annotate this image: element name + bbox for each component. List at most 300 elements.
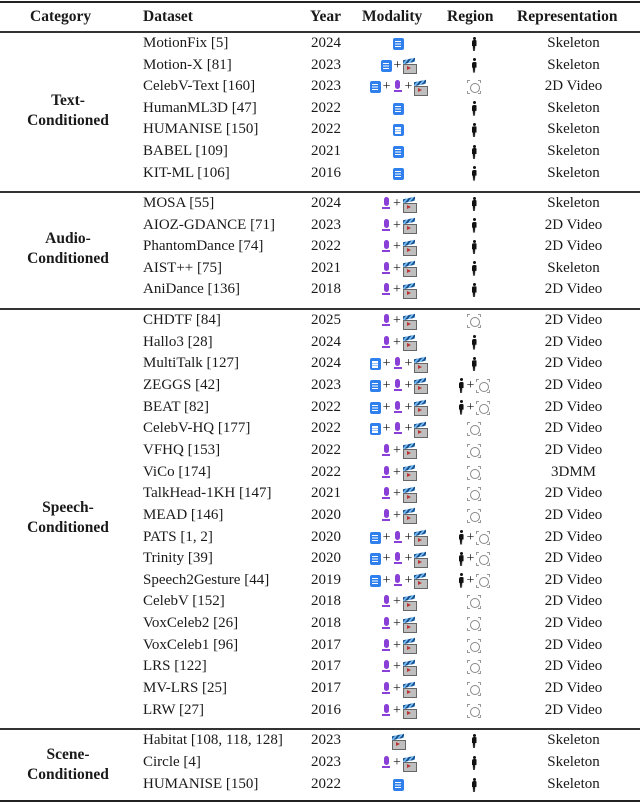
representation: 2D Video <box>544 376 603 393</box>
representation: Skeleton <box>547 164 600 181</box>
modality-icons <box>350 313 446 329</box>
microphone-icon <box>393 357 403 371</box>
play-triangle-icon <box>407 495 411 499</box>
region-icons <box>445 378 503 394</box>
modality-icons <box>350 196 446 212</box>
plus-sign: + <box>393 486 401 502</box>
year: 2022 <box>311 441 341 458</box>
representation: Skeleton <box>547 99 600 116</box>
dataset-name: MV-LRS [25] <box>143 680 228 697</box>
table-row <box>0 236 640 258</box>
region-icons <box>445 36 503 52</box>
clapperboard-icon <box>414 358 426 371</box>
clapperboard-icon <box>403 219 415 232</box>
representation: 2D Video <box>544 701 603 718</box>
text-document-icon <box>370 553 381 565</box>
region-icons <box>445 703 503 719</box>
representation: 2D Video <box>544 441 603 458</box>
face-scan-icon <box>467 704 481 718</box>
header-dataset: Dataset <box>143 8 193 25</box>
dataset-name: PhantomDance [74] <box>143 238 264 255</box>
table-row <box>0 76 640 98</box>
plus-sign: + <box>393 616 401 632</box>
plus-sign: + <box>393 507 401 523</box>
modality-icons <box>350 443 446 459</box>
plus-sign: + <box>404 79 413 95</box>
human-body-icon <box>458 573 465 588</box>
plus-sign: + <box>382 529 391 545</box>
modality-icons <box>350 36 446 52</box>
dataset-name: VoxCeleb1 [96] <box>143 636 239 653</box>
table-row <box>0 310 640 332</box>
plus-sign: + <box>404 399 413 415</box>
clapperboard-icon <box>403 241 415 254</box>
representation: Skeleton <box>547 35 600 51</box>
face-scan-icon <box>467 595 481 609</box>
year: 2024 <box>311 333 341 350</box>
plus-sign: + <box>466 529 475 545</box>
header-region: Region <box>447 8 494 25</box>
dataset-name: HUMANISE [150] <box>143 776 259 792</box>
plus-sign: + <box>404 421 413 437</box>
microphone-icon <box>381 682 391 696</box>
dataset-name: BABEL [109] <box>143 143 228 159</box>
modality-icons <box>350 703 446 719</box>
modality-icons <box>350 282 446 298</box>
plus-sign: + <box>404 377 413 393</box>
year: 2021 <box>311 143 341 159</box>
face-scan-icon <box>476 531 490 545</box>
dataset-name: HUMANISE [150] <box>143 121 259 138</box>
plus-sign: + <box>466 377 475 393</box>
plus-sign: + <box>382 551 391 567</box>
table-row <box>0 279 640 301</box>
human-body-icon <box>471 101 478 116</box>
plus-sign: + <box>393 313 401 328</box>
microphone-icon <box>381 336 391 350</box>
plus-sign: + <box>393 464 401 480</box>
dataset-name: Motion-X [81] <box>143 56 232 73</box>
play-triangle-icon <box>418 365 422 369</box>
region-icons <box>445 356 503 372</box>
human-body-icon <box>458 530 465 545</box>
region-icons <box>445 508 503 524</box>
category-line1: Audio- <box>45 230 91 247</box>
year: 2018 <box>311 615 341 632</box>
modality-icons <box>350 356 446 372</box>
dataset-name: Hallo3 [28] <box>143 333 213 350</box>
modality-icons <box>350 616 446 632</box>
human-body-icon <box>471 37 478 52</box>
region-icons <box>445 282 503 298</box>
plus-sign: + <box>393 196 401 211</box>
dataset-name: HumanML3D [47] <box>143 99 257 116</box>
modality-icons <box>350 378 446 394</box>
play-triangle-icon <box>418 560 422 564</box>
category-line2: Conditioned <box>27 111 109 129</box>
microphone-icon <box>381 444 391 458</box>
clapperboard-icon <box>414 531 426 544</box>
table-row <box>0 258 640 280</box>
clapperboard-icon <box>403 683 415 696</box>
clapperboard-icon <box>414 81 426 94</box>
table-row <box>0 700 640 722</box>
play-triangle-icon <box>407 248 411 252</box>
table-row <box>0 440 640 462</box>
plus-sign: + <box>382 377 391 393</box>
plus-sign: + <box>393 594 401 610</box>
year: 2017 <box>311 636 341 653</box>
year: 2023 <box>311 216 341 233</box>
play-triangle-icon <box>407 690 411 694</box>
plus-sign: + <box>404 356 413 372</box>
representation: 2D Video <box>544 398 603 415</box>
representation: Skeleton <box>547 121 600 138</box>
region-icons <box>445 58 503 74</box>
modality-icons <box>350 733 446 749</box>
section-scene <box>0 730 640 796</box>
header-modality: Modality <box>362 8 423 25</box>
clapperboard-icon <box>403 444 415 457</box>
table-row <box>0 163 640 185</box>
play-triangle-icon <box>407 764 411 768</box>
dataset-name: Habitat [108, 118, 128] <box>143 732 283 748</box>
category-line1: Speech- <box>42 498 94 516</box>
face-scan-icon <box>467 639 481 653</box>
clapperboard-icon <box>403 284 415 297</box>
table-row <box>0 774 640 796</box>
category-line1: Text- <box>51 91 85 109</box>
representation: 2D Video <box>544 636 603 653</box>
microphone-icon <box>381 617 391 631</box>
text-document-icon <box>393 103 404 115</box>
region-icons <box>445 122 503 138</box>
table-row <box>0 215 640 237</box>
human-body-icon <box>471 283 478 298</box>
region-icons <box>445 638 503 654</box>
play-triangle-icon <box>407 343 411 347</box>
region-icons <box>445 530 503 546</box>
modality-icons <box>350 166 446 182</box>
table-row <box>0 591 640 613</box>
table-row <box>0 505 640 527</box>
year: 2017 <box>311 658 341 675</box>
representation: 3DMM <box>550 463 596 480</box>
plus-sign: + <box>382 79 391 95</box>
dataset-name: LRW [27] <box>143 701 204 718</box>
clapperboard-icon <box>403 59 415 72</box>
representation: Skeleton <box>547 56 600 73</box>
representation: 2D Video <box>544 355 603 372</box>
dataset-name: CelebV-HQ [177] <box>143 420 251 437</box>
clapperboard-icon <box>403 262 415 275</box>
modality-icons <box>350 421 446 437</box>
category-line2: Conditioned <box>27 250 109 267</box>
representation: 2D Video <box>544 333 603 350</box>
representation: 2D Video <box>544 658 603 675</box>
modality-icons <box>350 508 446 524</box>
play-triangle-icon <box>407 226 411 230</box>
text-document-icon <box>393 779 404 791</box>
face-scan-icon <box>467 314 481 328</box>
modality-icons <box>350 573 446 589</box>
modality-icons <box>350 122 446 138</box>
plus-sign: + <box>404 572 413 588</box>
modality-icons <box>350 594 446 610</box>
plus-sign: + <box>404 529 413 545</box>
plus-sign: + <box>382 421 391 437</box>
human-body-icon <box>471 58 478 73</box>
region-icons <box>445 239 503 255</box>
table-row <box>0 570 640 592</box>
text-document-icon <box>393 124 404 136</box>
text-document-icon <box>370 575 381 587</box>
year: 2024 <box>311 195 341 211</box>
clapperboard-icon <box>403 466 415 479</box>
microphone-icon <box>393 574 403 588</box>
region-icons <box>445 755 503 771</box>
human-body-icon <box>471 734 478 749</box>
modality-icons <box>350 261 446 277</box>
microphone-icon <box>381 219 391 233</box>
microphone-icon <box>381 595 391 609</box>
play-triangle-icon <box>407 451 411 455</box>
region-icons <box>445 196 503 212</box>
dataset-name: AIST++ [75] <box>143 259 222 276</box>
clapperboard-icon <box>403 661 415 674</box>
table-row <box>0 656 640 678</box>
representation: Skeleton <box>547 195 600 211</box>
clapperboard-icon <box>403 488 415 501</box>
modality-icons <box>350 659 446 675</box>
dataset-name: CelebV [152] <box>143 593 225 610</box>
microphone-icon <box>381 639 391 653</box>
table-row <box>0 752 640 774</box>
clapperboard-icon <box>414 423 426 436</box>
play-triangle-icon <box>407 646 411 650</box>
representation: Skeleton <box>547 143 600 159</box>
representation: Skeleton <box>547 754 600 770</box>
microphone-icon <box>381 487 391 501</box>
clapperboard-icon <box>403 704 415 717</box>
table-row <box>0 635 640 657</box>
face-scan-icon <box>467 660 481 674</box>
human-body-icon <box>458 378 465 393</box>
play-triangle-icon <box>407 291 411 295</box>
face-scan-icon <box>476 401 490 415</box>
human-body-icon <box>471 335 478 350</box>
microphone-icon <box>381 660 391 674</box>
dataset-name: BEAT [82] <box>143 398 209 415</box>
region-icons <box>445 443 503 459</box>
dataset-name: Trinity [39] <box>143 550 213 567</box>
header-representation: Representation <box>517 8 618 25</box>
human-body-icon <box>458 552 465 567</box>
play-triangle-icon <box>418 386 422 390</box>
modality-icons <box>350 79 446 95</box>
dataset-name: Circle [4] <box>143 754 201 770</box>
year: 2023 <box>311 78 341 95</box>
face-scan-icon <box>467 422 481 436</box>
clapperboard-icon <box>403 757 415 770</box>
year: 2016 <box>311 701 341 718</box>
play-triangle-icon <box>418 581 422 585</box>
table-row <box>0 375 640 397</box>
region-icons <box>445 261 503 277</box>
year: 2022 <box>311 776 341 792</box>
table-row <box>0 527 640 549</box>
header-category: Category <box>30 8 92 25</box>
region-icons <box>445 486 503 502</box>
year: 2022 <box>311 238 341 255</box>
clapperboard-icon <box>392 735 404 748</box>
text-document-icon <box>370 380 381 392</box>
modality-icons <box>350 530 446 546</box>
microphone-icon <box>381 197 391 211</box>
clapperboard-icon <box>414 379 426 392</box>
table-row <box>0 33 640 55</box>
representation: 2D Video <box>544 615 603 632</box>
microphone-icon <box>393 531 403 545</box>
human-body-icon <box>471 778 478 793</box>
table-row <box>0 397 640 419</box>
human-body-icon <box>471 261 478 276</box>
modality-icons <box>350 58 446 74</box>
play-triangle-icon <box>396 742 400 746</box>
plus-sign: + <box>393 442 401 458</box>
plus-sign: + <box>382 572 391 588</box>
table-header <box>0 3 640 31</box>
human-body-icon <box>471 145 478 160</box>
microphone-icon <box>381 509 391 523</box>
year: 2023 <box>311 732 341 748</box>
section-audio <box>0 193 640 301</box>
clapperboard-icon <box>403 639 415 652</box>
modality-icons <box>350 551 446 567</box>
dataset-name: AniDance [136] <box>143 281 241 298</box>
text-document-icon <box>393 168 404 180</box>
microphone-icon <box>381 704 391 718</box>
bottom-rule <box>0 800 640 802</box>
region-icons <box>445 218 503 234</box>
dataset-name: MotionFix [5] <box>143 35 229 51</box>
dataset-name: KIT-ML [106] <box>143 164 230 181</box>
play-triangle-icon <box>407 603 411 607</box>
representation: 2D Video <box>544 593 603 610</box>
table-row <box>0 193 640 215</box>
dataset-name: CHDTF [84] <box>143 312 221 328</box>
representation: Skeleton <box>547 259 600 276</box>
year: 2020 <box>311 550 341 567</box>
microphone-icon <box>381 466 391 480</box>
text-document-icon <box>370 532 381 544</box>
human-body-icon <box>471 357 478 372</box>
face-scan-icon <box>467 617 481 631</box>
face-scan-icon <box>467 509 481 523</box>
microphone-icon <box>381 262 391 276</box>
dataset-name: ZEGGS [42] <box>143 376 221 393</box>
play-triangle-icon <box>418 538 422 542</box>
region-icons <box>445 79 503 95</box>
category-line1: Scene- <box>46 746 90 763</box>
modality-icons <box>350 777 446 793</box>
year: 2022 <box>311 420 341 437</box>
table-row <box>0 119 640 141</box>
region-icons <box>445 659 503 675</box>
representation: 2D Video <box>544 281 603 298</box>
region-icons <box>445 594 503 610</box>
modality-icons <box>350 101 446 117</box>
year: 2024 <box>311 355 341 372</box>
play-triangle-icon <box>418 430 422 434</box>
modality-icons <box>350 465 446 481</box>
representation: 2D Video <box>544 571 603 588</box>
dataset-name: PATS [1, 2] <box>143 528 213 545</box>
human-body-icon <box>471 218 478 233</box>
representation: 2D Video <box>544 420 603 437</box>
dataset-name: AIOZ-GDANCE [71] <box>143 216 276 233</box>
play-triangle-icon <box>407 322 411 326</box>
face-scan-icon <box>476 552 490 566</box>
microphone-icon <box>393 401 403 415</box>
plus-sign: + <box>466 551 475 567</box>
region-icons <box>445 777 503 793</box>
text-document-icon <box>370 81 381 93</box>
clapperboard-icon <box>403 336 415 349</box>
region-icons <box>445 616 503 632</box>
year: 2022 <box>311 121 341 138</box>
year: 2023 <box>311 56 341 73</box>
human-body-icon <box>471 756 478 771</box>
representation: 2D Video <box>544 485 603 502</box>
play-triangle-icon <box>407 269 411 273</box>
microphone-icon <box>381 314 391 328</box>
table-row <box>0 332 640 354</box>
microphone-icon <box>393 422 403 436</box>
plus-sign: + <box>393 57 402 73</box>
year: 2021 <box>311 259 341 276</box>
table-row <box>0 141 640 163</box>
face-scan-icon <box>467 487 481 501</box>
region-icons <box>445 573 503 589</box>
human-body-icon <box>458 400 465 415</box>
modality-icons <box>350 144 446 160</box>
table-row <box>0 55 640 77</box>
dataset-name: MultiTalk [127] <box>143 355 240 372</box>
text-document-icon <box>370 358 381 370</box>
text-document-icon <box>393 146 404 158</box>
microphone-icon <box>393 552 403 566</box>
region-icons <box>445 166 503 182</box>
modality-icons <box>350 239 446 255</box>
representation: Skeleton <box>547 776 600 792</box>
dataset-name: MOSA [55] <box>143 195 215 211</box>
year: 2019 <box>311 571 341 588</box>
microphone-icon <box>393 80 403 94</box>
dataset-name: MEAD [146] <box>143 506 224 523</box>
year: 2018 <box>311 281 341 298</box>
plus-sign: + <box>382 356 391 372</box>
microphone-icon <box>381 283 391 297</box>
representation: 2D Video <box>544 550 603 567</box>
face-scan-icon <box>467 444 481 458</box>
year: 2024 <box>311 35 341 51</box>
table-row <box>0 678 640 700</box>
year: 2020 <box>311 528 341 545</box>
region-icons <box>445 681 503 697</box>
play-triangle-icon <box>407 668 411 672</box>
region-icons <box>445 144 503 160</box>
